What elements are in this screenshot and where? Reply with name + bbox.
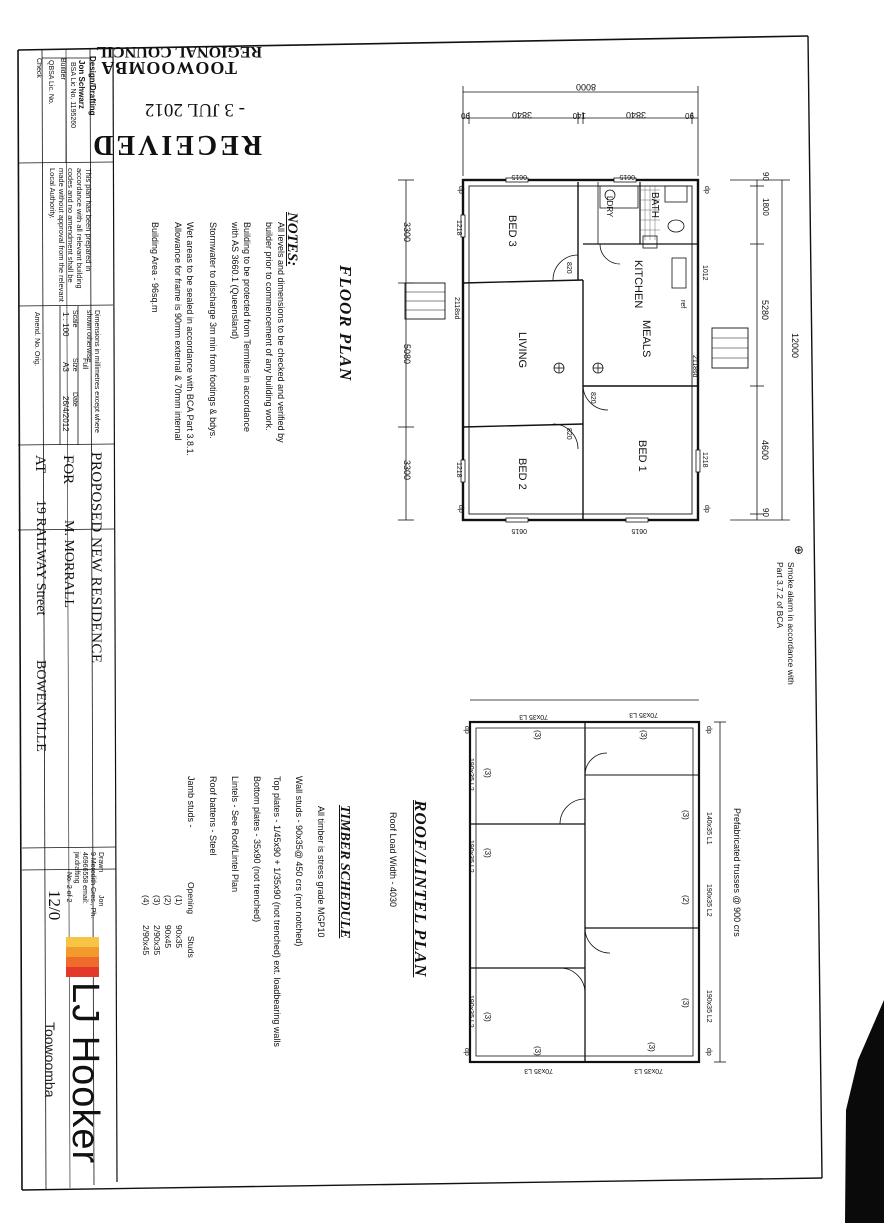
drawn-address: 9 Meredith Cres., Ph. 46966558 email: jw.drafting xyxy=(73,852,96,919)
opening-mark-2: (3) xyxy=(483,848,492,858)
room-living: LIVING xyxy=(516,332,528,369)
downpipe-4: dp xyxy=(703,505,710,513)
schedule-studs-1: 90x35 xyxy=(174,925,184,949)
smoke-alarm-symbol: ⊕ xyxy=(792,545,806,556)
schedule-opening-2: (2) xyxy=(163,895,173,906)
timber-line-1: All timber is stress grade MGP10 xyxy=(316,806,326,938)
dim-w1: 90 xyxy=(461,111,470,120)
scale-value: 1 : 100 xyxy=(61,312,70,337)
schedule-opening-1: (1) xyxy=(174,895,184,906)
dim-r3: 5280 xyxy=(760,300,770,321)
project-title: PROPOSED NEW RESIDENCE xyxy=(88,452,104,664)
lintel-bottom-right: 70x35 L3 xyxy=(634,1067,663,1074)
lintel-l2-e: 190x35 L2 xyxy=(705,990,712,1023)
notes-line-3: Building to be protected from Termites in accordance xyxy=(242,222,252,432)
opening-col-header: Opening xyxy=(186,882,196,915)
room-ref: ref xyxy=(679,300,686,309)
dim-door3: 820 xyxy=(589,392,596,404)
opening-mark-9: (2) xyxy=(681,895,690,905)
suburb: BOWENVILLE xyxy=(33,660,48,752)
dim-r2: 1800 xyxy=(761,198,770,216)
council-stamp-line1: TOOWOOMBA xyxy=(100,58,237,78)
downpipe-2: dp xyxy=(457,505,464,513)
lintel-l2-c: 190x35 L2 xyxy=(467,995,474,1028)
opening-mark-3: (3) xyxy=(483,1012,492,1022)
room-bath: BATH xyxy=(649,192,660,218)
designer-name: Jon Schwarz xyxy=(77,60,86,109)
dim-win2: 0615 xyxy=(619,173,635,180)
schedule-opening-3: (3) xyxy=(152,895,162,906)
opening-mark-8: (3) xyxy=(681,810,690,820)
downpipe-r2: dp xyxy=(463,1048,470,1056)
dim-door1: 820 xyxy=(565,262,572,274)
opening-mark-10: (3) xyxy=(681,998,690,1008)
notes-line-1: All levels and dimensions to be checked and verified by xyxy=(276,222,286,443)
lintel-top-left: 70x35 L3 xyxy=(519,713,548,720)
opening-mark-6: (3) xyxy=(533,1046,542,1056)
sheet-label: No. 2 of 2 xyxy=(65,872,72,903)
timber-line-2: Wall studs - 90x35@ 450 crs (not notched) xyxy=(294,776,304,947)
smoke-alarm-note: Smoke alarm in accordance with Part 3.7.2 of BCA xyxy=(775,562,796,685)
schedule-studs-3: 2/90x35 xyxy=(152,925,162,956)
dim-l2: 5080 xyxy=(402,344,412,365)
schedule-studs-4: 2/90x45 xyxy=(141,925,151,956)
address: 19 RAILWAY Street xyxy=(33,500,48,616)
design-label: Design/Drafting xyxy=(88,56,97,116)
room-kitchen: KITCHEN xyxy=(632,260,644,309)
dim-door2: 820 xyxy=(565,428,572,440)
full-label: Full xyxy=(81,358,88,370)
disclaimer: This plan has been prepared in accordance with all relevant building codes and no amendment shall be made without approval from the relevant Local Authority. xyxy=(48,168,93,302)
amend-label: Amend. No. Orig. xyxy=(33,312,40,367)
dim-d4: 1012 xyxy=(701,265,708,281)
scale-label: Scale xyxy=(71,310,78,328)
scan-shadow xyxy=(845,1000,884,1223)
lintel-top-right: 70x35 L3 xyxy=(629,711,658,718)
dim-r5: 90 xyxy=(761,508,770,517)
notes-line-8: Building Area - 96sq.m xyxy=(150,222,160,313)
brand-name: LJ Hooker xyxy=(64,982,106,1165)
dim-overall-width: 8000 xyxy=(575,82,596,92)
opening-mark-1: (3) xyxy=(483,768,492,778)
date-label: Date xyxy=(71,392,78,407)
schedule-opening-4: (4) xyxy=(141,895,151,906)
dim-l3: 3300 xyxy=(402,460,412,481)
for-label: FOR xyxy=(60,455,76,485)
dim-win1: 0615 xyxy=(511,173,527,180)
lintel-l2-a: 190x35 L2 xyxy=(467,758,474,791)
dim-win4: 0615 xyxy=(631,527,647,534)
dim-l1: 3300 xyxy=(402,222,412,243)
dim-step2: 2118sd xyxy=(691,355,698,378)
lintel-bottom-left: 70x35 L3 xyxy=(524,1067,553,1074)
roof-load-width: Roof Load Width - 4030 xyxy=(388,812,398,908)
downpipe-r4: dp xyxy=(705,1048,712,1056)
notes-line-2: builder prior to commencement of any building work. xyxy=(264,222,274,431)
builder-ref: QBSA Lic. No. xyxy=(47,60,54,105)
notes-line-5: Stormwater to discharge 3m min from footings & bdys. xyxy=(208,222,218,439)
dim-w2: 3840 xyxy=(511,110,532,120)
sheet-number: 12/0 xyxy=(45,890,64,921)
size-label: Size xyxy=(71,358,78,372)
dim-d2: 1218 xyxy=(455,462,462,478)
design-ref: BSA Lic No. 1195260 xyxy=(69,62,76,129)
client-name: M. MORRALL xyxy=(61,520,76,608)
room-bed2: BED 2 xyxy=(516,458,528,490)
drawn-label: Drawn xyxy=(97,852,104,873)
opening-mark-7: (3) xyxy=(647,1042,656,1052)
dim-r1: 90 xyxy=(761,172,770,181)
studs-col-header: Studs xyxy=(186,936,196,958)
dim-w3: 140 xyxy=(572,111,586,120)
notes-line-6: Wet areas to be sealed in accordance with BCA Part 3.8.1. xyxy=(185,222,195,456)
notes-title: NOTES: xyxy=(284,212,300,267)
downpipe-3: dp xyxy=(703,186,710,194)
lintel-l2-b: 190x35 L2 xyxy=(467,840,474,873)
downpipe-1: dp xyxy=(457,186,464,194)
dim-win3: 0615 xyxy=(511,527,527,534)
lj-hooker-logo-mark xyxy=(66,937,99,977)
checked-label: Check xyxy=(35,58,42,78)
dim-w4: 3840 xyxy=(625,110,646,120)
dim-d3: 1218 xyxy=(701,452,708,468)
timber-line-4: Bottom plates - 35x90 (not trenched) xyxy=(252,776,262,923)
date-value: 26/4/2012 xyxy=(61,396,70,432)
schedule-studs-2: 90x45 xyxy=(163,925,173,949)
opening-mark-4: (3) xyxy=(533,730,542,740)
room-bed3: BED 3 xyxy=(506,215,518,247)
timber-line-5: Lintels - See Roof/Lintel Plan xyxy=(230,776,240,893)
timber-line-7: Jamb studs - xyxy=(186,776,196,828)
timber-schedule-title: TIMBER SCHEDULE xyxy=(337,805,352,939)
dim-step1: 2118sd xyxy=(453,297,460,320)
sheet-border xyxy=(18,36,822,1190)
roof-plan-title: ROOF/LINTEL PLAN xyxy=(411,800,430,978)
timber-line-6: Roof battens - Steel xyxy=(208,776,218,856)
floor-plan-title: FLOOR PLAN xyxy=(336,265,355,382)
notes-line-7: Allowance for frame is 90mm external & 70mm internal xyxy=(173,222,183,441)
at-label: AT xyxy=(32,455,48,474)
dims-note: Dimensions in millimetres except where shown otherwise. xyxy=(85,310,100,433)
trusses-note: Prefabricated trusses @ 900 crs xyxy=(732,808,742,937)
dim-w5: 90 xyxy=(685,111,694,120)
opening-mark-5: (3) xyxy=(639,730,648,740)
lintel-l2-d: 190x35 L2 xyxy=(705,884,712,917)
room-bed1: BED 1 xyxy=(636,440,648,472)
dim-overall-length: 12000 xyxy=(790,333,800,359)
lintel-l1: 140x35 L1 xyxy=(705,812,712,845)
brand-office: Toowoomba xyxy=(42,1022,58,1098)
dim-r4: 4600 xyxy=(760,440,770,461)
timber-line-3: Top plates - 1/45x90 + 1/35x90 (not trenched) ext. loadbearing walls xyxy=(272,776,282,1047)
downpipe-r3: dp xyxy=(705,726,712,734)
room-meals: MEALS xyxy=(640,320,652,358)
received-stamp: RECEIVED xyxy=(90,129,262,160)
drawn-by: Jon xyxy=(97,895,104,907)
dim-d1: 1218 xyxy=(455,220,462,236)
builder-label: Builder xyxy=(59,58,66,80)
room-ldry: LDRY xyxy=(605,196,614,218)
size-value: A3 xyxy=(61,362,70,372)
council-stamp-line2: REGIONAL COUNCIL xyxy=(96,43,262,60)
received-date: - 3 JUL 2012 xyxy=(144,99,245,120)
notes-line-4: with AS 3660.1 (Queensland) xyxy=(230,222,240,340)
downpipe-r1: dp xyxy=(463,726,470,734)
